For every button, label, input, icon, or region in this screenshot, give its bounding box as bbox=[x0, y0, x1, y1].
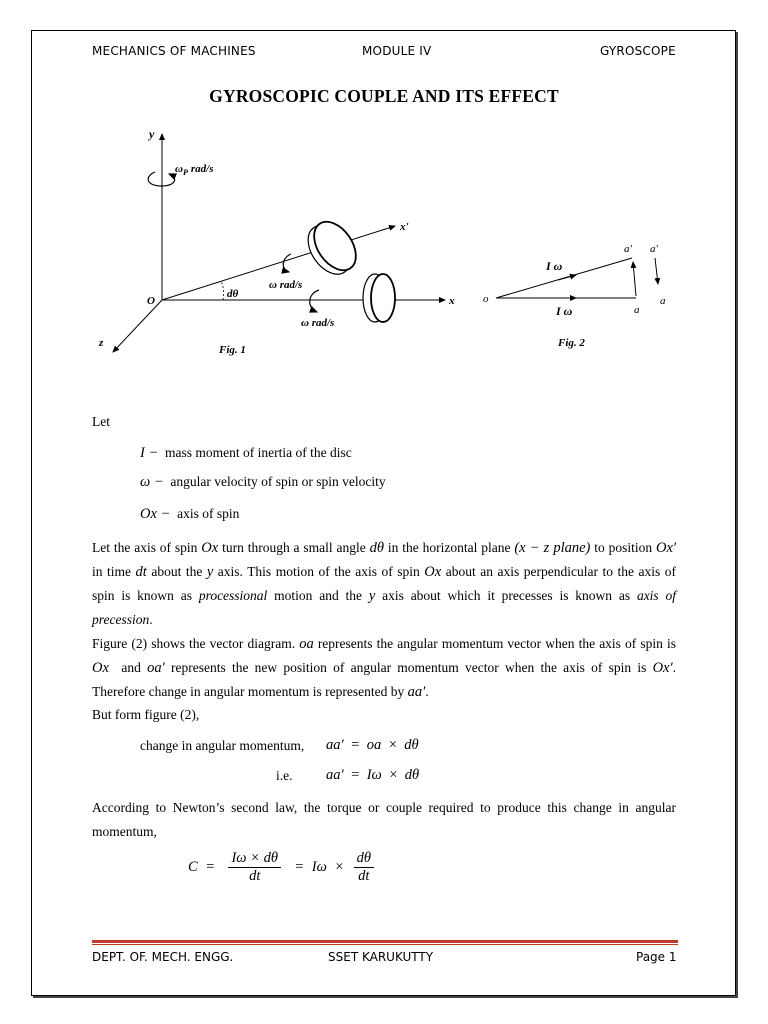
paragraph-axis-of-spin: Let the axis of spin Ox turn through a small angle dθ in the horizontal plane (x − z plane) to position Ox′ in time dt about the y axis. This motion of the axis of spin Ox about an axis perpendicular to the axis of spin is known as processional motion and the y axis about which it precesses is known as axis of precession. bbox=[92, 540, 677, 627]
fig1-origin-label: O bbox=[147, 295, 155, 307]
fig2-a: a bbox=[634, 304, 640, 316]
footer-rule-thin bbox=[92, 944, 678, 945]
paragraph-newton: According to Newton’s second law, the torque or couple required to produce this change in angular momentum, bbox=[92, 800, 676, 839]
fig1-y-label: y bbox=[149, 127, 155, 141]
fig2-caption: Fig. 2 bbox=[558, 337, 585, 349]
footer-rule bbox=[92, 940, 678, 943]
paragraph-vector-diagram: Figure (2) shows the vector diagram. oa represents the angular momentum vector when the axis of spin is Ox and oa′ represents the new position of angular momentum vector when the axis of spin is Ox′. Therefore change in angular momentum is represented by aa′. bbox=[92, 636, 677, 700]
fig1-omega-label-2: ω rad/s bbox=[301, 317, 335, 329]
footer-page-number: Page 1 bbox=[636, 950, 677, 964]
equation-1-label: change in angular momentum, bbox=[140, 738, 305, 753]
fig1-z-label: z bbox=[99, 337, 104, 349]
fig1-z-axis bbox=[113, 300, 162, 352]
fig2-o: o bbox=[483, 293, 489, 305]
paragraph-but-form: But form figure (2), bbox=[92, 707, 200, 722]
definition-2: ω − angular velocity of spin or spin velocity bbox=[140, 474, 386, 490]
definition-1: I − mass moment of inertia of the disc bbox=[140, 445, 352, 461]
header-right: GYROSCOPE bbox=[600, 44, 676, 58]
fig1-xprime-label: x' bbox=[400, 221, 409, 233]
header-left: MECHANICS OF MACHINES bbox=[92, 44, 256, 58]
definition-3: Ox − axis of spin bbox=[140, 506, 240, 522]
figure-2 bbox=[478, 238, 683, 353]
fig2-a-2: a bbox=[660, 295, 666, 307]
fig1-x-label: x bbox=[449, 295, 455, 307]
fig1-omega-p-label: $\omega_P$ rad/s bbox=[175, 163, 214, 177]
footer-left: DEPT. OF. MECH. ENGG. bbox=[92, 950, 234, 964]
equation-1: aa′ = oa × dθ bbox=[326, 737, 419, 753]
header-center: MODULE IV bbox=[362, 44, 432, 58]
fig2-aprime: a' bbox=[624, 243, 632, 255]
fig1-dtheta-label: dθ bbox=[227, 288, 239, 300]
fig1-omega-label-1: ω rad/s bbox=[269, 279, 303, 291]
fig2-iw-bottom: I ω bbox=[556, 304, 573, 318]
let-text: Let bbox=[92, 414, 110, 429]
equation-3: C = $\frac{I\omega \times d\theta}{dt}$ = Iω × $\frac{d\theta}{dt}$ bbox=[188, 850, 374, 885]
footer-center: SSET KARUKUTTY bbox=[328, 950, 434, 964]
fig1-caption: Fig. 1 bbox=[219, 344, 246, 356]
equation-2-label: i.e. bbox=[276, 768, 293, 783]
fig2-aprime-2: a' bbox=[650, 243, 658, 255]
fig2-iw-top: I ω bbox=[546, 259, 563, 273]
figure-1 bbox=[95, 122, 465, 362]
equation-2: aa′ = Iω × dθ bbox=[326, 767, 420, 783]
page-title: GYROSCOPIC COUPLE AND ITS EFFECT bbox=[209, 86, 559, 106]
